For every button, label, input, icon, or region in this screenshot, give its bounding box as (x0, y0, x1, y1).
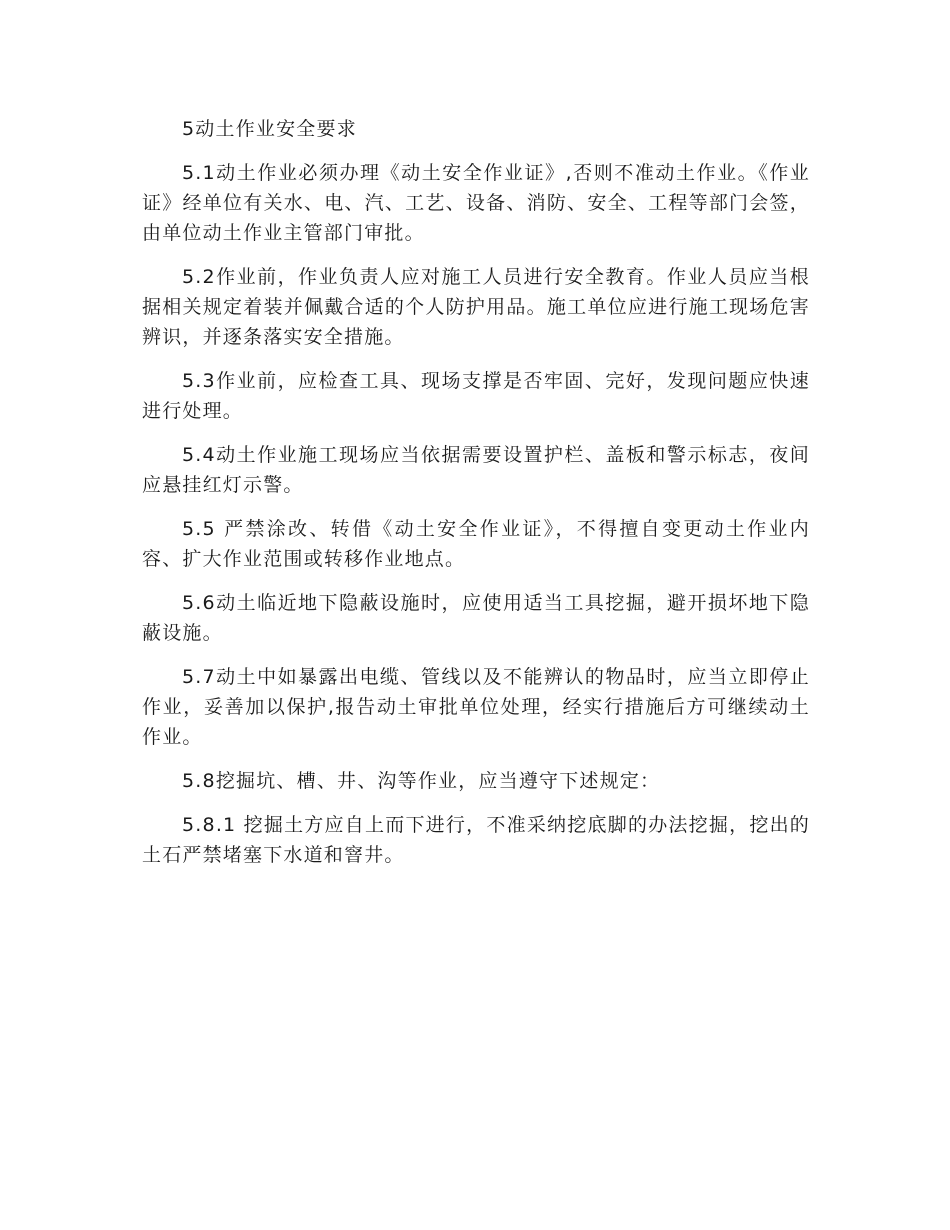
paragraph-5-7: 5.7动土中如暴露出电缆、管线以及不能辨认的物品时，应当立即停止作业，妥善加以保护,报告动土审批单位处理，经实行措施后方可继续动土作业。 (142, 666, 810, 748)
paragraph-5-8-1: 5.8.1 挖掘土方应自上而下进行，不准采纳挖底脚的办法挖掘，挖出的土石严禁堵塞下水道和窨井。 (142, 814, 810, 866)
paragraph-5-1: 5.1动土作业必须办理《动土安全作业证》,否则不准动土作业。《作业证》经单位有关水、电、汽、工艺、设备、消防、安全、工程等部门会签，由单位动土作业主管部门审批。 (142, 162, 810, 244)
paragraph-5-6: 5.6动土临近地下隐蔽设施时，应使用适当工具挖掘，避开损坏地下隐蔽设施。 (142, 592, 810, 644)
paragraph-5-5: 5.5 严禁涂改、转借《动土安全作业证》，不得擅自变更动土作业内容、扩大作业范围或转移作业地点。 (142, 518, 810, 570)
paragraph-5-2: 5.2作业前，作业负责人应对施工人员进行安全教育。作业人员应当根据相关规定着装并佩戴合适的个人防护用品。施工单位应进行施工现场危害辨识，并逐条落实安全措施。 (142, 266, 810, 348)
paragraph-5-4: 5.4动土作业施工现场应当依据需要设置护栏、盖板和警示标志，夜间应悬挂红灯示警。 (142, 444, 810, 496)
paragraph-5-8: 5.8挖掘坑、槽、井、沟等作业，应当遵守下述规定： (182, 770, 661, 792)
section-heading: 5动土作业安全要求 (182, 118, 357, 140)
paragraph-5-3: 5.3作业前，应检查工具、现场支撑是否牢固、完好，发现问题应快速进行处理。 (142, 370, 810, 422)
document-body (142, 114, 810, 884)
